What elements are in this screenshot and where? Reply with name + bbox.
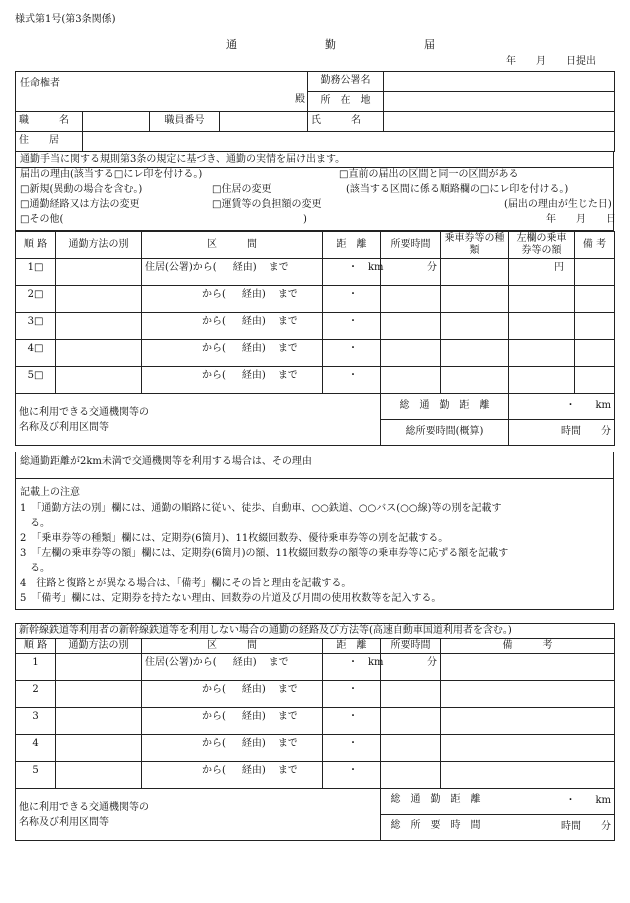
ticket-amount-field[interactable]: 円 xyxy=(509,259,575,286)
col-method: 通勤方法の別 xyxy=(56,639,142,654)
distance-field[interactable] xyxy=(323,762,381,789)
other-transport-label: 他に利用できる交通機関等の名称及び利用区間等 xyxy=(19,801,149,828)
route-no[interactable]: 3 xyxy=(16,708,56,735)
table-row xyxy=(16,708,615,735)
total-distance-label: 総 通 勤 距 離 xyxy=(381,394,509,420)
method-field[interactable] xyxy=(56,654,142,681)
distance-dot: ・ xyxy=(348,684,358,695)
col-route: 順 路 xyxy=(16,232,56,259)
distance-dot: ・ xyxy=(348,657,358,668)
section-field[interactable] xyxy=(142,762,323,789)
table-row xyxy=(16,259,615,286)
distance-field[interactable] xyxy=(323,286,381,313)
route-no[interactable]: 5□ xyxy=(16,367,56,394)
method-field[interactable] xyxy=(56,708,142,735)
section-field[interactable] xyxy=(142,286,323,313)
table-row xyxy=(16,313,615,340)
ticket-type-field[interactable] xyxy=(441,367,509,394)
time-field[interactable] xyxy=(381,313,441,340)
notes-box xyxy=(15,479,614,610)
section-field[interactable] xyxy=(142,735,323,762)
ticket-type-field[interactable] xyxy=(441,259,509,286)
remarks-field[interactable] xyxy=(441,735,615,762)
total-distance-value[interactable]: ・ km xyxy=(509,394,615,420)
note-item: 4 往路と復路とが異なる場合は、「備考」欄にその旨と理由を記載する。 xyxy=(20,578,352,589)
address-label: 住 居 xyxy=(16,132,83,152)
col-ticket-amount: 左欄の乗車券等の額 xyxy=(509,232,575,259)
section-end: まで xyxy=(277,316,298,327)
ticket-amount-field[interactable] xyxy=(509,286,575,313)
section-mid: 経由) xyxy=(241,738,266,749)
section-mid: 経由) xyxy=(241,765,266,776)
route-no[interactable]: 5 xyxy=(16,762,56,789)
dono-label: 殿 xyxy=(295,94,306,105)
section-prefix: から( xyxy=(202,711,226,722)
time-field[interactable] xyxy=(381,286,441,313)
section-prefix: から( xyxy=(202,343,226,354)
appointer-cell xyxy=(16,72,308,112)
remarks-field[interactable] xyxy=(575,367,615,394)
section-end: まで xyxy=(277,684,298,695)
col-remarks: 備 考 xyxy=(441,639,615,654)
table-row xyxy=(16,654,615,681)
route-no[interactable]: 4□ xyxy=(16,340,56,367)
total-distance-row[interactable] xyxy=(390,789,615,815)
method-field[interactable] xyxy=(56,313,142,340)
section-field[interactable] xyxy=(142,681,323,708)
section-end: まで xyxy=(277,370,298,381)
shinkansen-table xyxy=(15,623,615,841)
section-field[interactable] xyxy=(142,340,323,367)
total-time-row[interactable] xyxy=(390,815,615,841)
section-prefix: から( xyxy=(202,684,226,695)
table-row xyxy=(16,367,615,394)
time-field[interactable] xyxy=(381,735,441,762)
total-time-value[interactable]: 時間 分 xyxy=(509,420,615,446)
reason-new[interactable]: □新規(異動の場合を含む。) xyxy=(20,184,143,195)
time-field[interactable] xyxy=(381,762,441,789)
job-label: 職 名 xyxy=(16,112,83,132)
total-distance-value: ・ km xyxy=(565,795,612,807)
workplace-field[interactable] xyxy=(384,72,615,92)
distance-unit: km xyxy=(368,657,384,668)
remarks-field[interactable] xyxy=(441,681,615,708)
route-no[interactable]: 4 xyxy=(16,735,56,762)
note-item: る。 xyxy=(20,518,50,529)
distance-unit: km xyxy=(368,262,384,273)
col-time: 所要時間 xyxy=(381,232,441,259)
remarks-field[interactable] xyxy=(575,340,615,367)
table-row xyxy=(16,340,615,367)
distance-field[interactable] xyxy=(323,735,381,762)
under-2km-box[interactable] xyxy=(15,452,614,479)
reasons-box xyxy=(15,152,614,231)
method-field[interactable] xyxy=(56,340,142,367)
route-no[interactable]: 1 xyxy=(16,654,56,681)
section-end: まで xyxy=(277,738,298,749)
header-table xyxy=(15,71,615,152)
section-field[interactable] xyxy=(142,708,323,735)
distance-dot: ・ xyxy=(348,370,358,381)
section-end: まで xyxy=(277,289,298,300)
route-table xyxy=(15,231,615,446)
reason-other-close: ) xyxy=(303,214,307,225)
total-distance-label: 総 通 勤 距 離 xyxy=(390,794,481,805)
appointer-label: 任命権者 xyxy=(20,78,60,89)
remarks-field[interactable] xyxy=(441,654,615,681)
other-transport-cell[interactable] xyxy=(16,394,381,446)
section-end: まで xyxy=(277,765,298,776)
note-item: 5 「備考」欄には、定期券を持たない理由、回数券の片道及び月間の使用枚数等を記入する。 xyxy=(20,593,442,604)
section-end: まで xyxy=(277,711,298,722)
section-prefix: から( xyxy=(202,738,226,749)
col-section: 区 間 xyxy=(142,232,323,259)
remarks-field[interactable] xyxy=(575,259,615,286)
distance-dot: ・ xyxy=(348,765,358,776)
time-field[interactable] xyxy=(381,681,441,708)
distance-dot: ・ xyxy=(348,316,358,327)
distance-dot: ・ xyxy=(348,738,358,749)
distance-dot: ・ xyxy=(348,289,358,300)
distance-field[interactable] xyxy=(323,681,381,708)
col-distance: 距 離 xyxy=(323,639,381,654)
reason-residence[interactable]: □住居の変更 xyxy=(212,184,272,195)
time-field[interactable] xyxy=(381,367,441,394)
under-2km-label: 総通勤距離が2km未満で交通機関等を利用する場合は、その理由 xyxy=(20,456,312,467)
section-field[interactable] xyxy=(142,367,323,394)
remarks-field[interactable] xyxy=(575,286,615,313)
distance-field[interactable] xyxy=(323,340,381,367)
col-section: 区 間 xyxy=(142,639,323,654)
remarks-field[interactable] xyxy=(441,708,615,735)
total-time-label: 総所要時間(概算) xyxy=(381,420,509,446)
location-field[interactable] xyxy=(384,92,615,112)
section-end: まで xyxy=(277,343,298,354)
col-method: 通勤方法の別 xyxy=(56,232,142,259)
distance-dot: ・ xyxy=(348,343,358,354)
workplace-label: 勤務公署名 xyxy=(308,72,384,92)
job-field[interactable] xyxy=(83,112,150,132)
section-prefix: から( xyxy=(202,316,226,327)
col-remarks: 備 考 xyxy=(575,232,615,259)
table-row xyxy=(16,286,615,313)
submission-date: 年 月 日提出 xyxy=(506,56,596,67)
ticket-amount-field[interactable] xyxy=(509,313,575,340)
note-item: 2 「乗車券等の種類」欄には、定期券(6箇月)、11枚綴回数券、優待乗車券等の別を記載する。 xyxy=(20,533,449,544)
reason-date: 年 月 日 xyxy=(546,214,616,225)
section-field[interactable] xyxy=(142,259,323,286)
route-no[interactable]: 2□ xyxy=(16,286,56,313)
section-prefix: 住居(公署)から( xyxy=(145,657,217,668)
section-field[interactable] xyxy=(142,313,323,340)
section-mid: 経由) xyxy=(241,343,266,354)
shinkansen-title: 新幹線鉄道等利用者の新幹線鉄道等を利用しない場合の通勤の経路及び方法等(高速自動車国道利用者を含む。) xyxy=(16,624,615,639)
method-field[interactable] xyxy=(56,762,142,789)
name-label: 氏 名 xyxy=(308,112,384,132)
reason-fare[interactable]: □運賃等の負担額の変更 xyxy=(212,199,322,210)
col-time: 所要時間 xyxy=(381,639,441,654)
remarks-field[interactable] xyxy=(441,762,615,789)
section-mid: 経由) xyxy=(232,262,257,273)
method-field[interactable] xyxy=(56,367,142,394)
staff-no-field[interactable] xyxy=(220,112,308,132)
col-ticket-type: 乗車券等の種類 xyxy=(441,232,509,259)
col-distance: 距 離 xyxy=(323,232,381,259)
route-no[interactable]: 3□ xyxy=(16,313,56,340)
route-no[interactable]: 1□ xyxy=(16,259,56,286)
note-item: る。 xyxy=(20,563,50,574)
method-field[interactable] xyxy=(56,286,142,313)
route-no[interactable]: 2 xyxy=(16,681,56,708)
table-row xyxy=(16,681,615,708)
section-prefix: 住居(公署)から( xyxy=(145,262,217,273)
same-section-note: (該当する区間に係る順路欄の□にレ印を付ける。) xyxy=(346,184,569,195)
section-mid: 経由) xyxy=(241,370,266,381)
method-field[interactable] xyxy=(56,735,142,762)
other-transport-label: 他に利用できる交通機関等の名称及び利用区間等 xyxy=(19,406,149,433)
time-field[interactable] xyxy=(381,340,441,367)
same-section-check[interactable]: □直前の届出の区間と同一の区間がある xyxy=(339,169,519,180)
section-mid: 経由) xyxy=(241,684,266,695)
note-item: 3 「左欄の乗車券等の額」欄には、定期券(6箇月)の額、11枚綴回数券の額等の乗車券等に応ずる額を記載す xyxy=(20,548,509,559)
address-field[interactable] xyxy=(83,132,615,152)
total-time-label: 総 所 要 時 間 xyxy=(390,820,481,831)
notes-heading: 記載上の注意 xyxy=(20,487,80,498)
method-field[interactable] xyxy=(56,681,142,708)
distance-field[interactable] xyxy=(323,654,384,681)
section-mid: 経由) xyxy=(241,289,266,300)
total-time-value: 時間 分 xyxy=(561,821,612,833)
distance-field[interactable] xyxy=(323,313,381,340)
other-transport-cell[interactable] xyxy=(16,789,381,841)
time-field[interactable] xyxy=(381,708,441,735)
staff-no-label: 職員番号 xyxy=(150,112,220,132)
section-prefix: から( xyxy=(202,289,226,300)
name-field[interactable] xyxy=(384,112,615,132)
distance-field[interactable] xyxy=(323,259,384,286)
ticket-type-field[interactable] xyxy=(441,313,509,340)
section-prefix: から( xyxy=(202,765,226,776)
ticket-type-field[interactable] xyxy=(441,286,509,313)
reason-other[interactable]: □その他( xyxy=(20,214,64,225)
form-title: 通 勤 届 xyxy=(226,38,435,51)
reason-date-label: (届出の理由が生じた日) xyxy=(504,199,612,210)
distance-field[interactable] xyxy=(323,708,381,735)
note-item: 1 「通勤方法の別」欄には、通勤の順路に従い、徒歩、自動車、○○鉄道、○○バス(○○線)等の別を記載す xyxy=(20,503,502,514)
distance-dot: ・ xyxy=(348,711,358,722)
location-label: 所 在 地 xyxy=(308,92,384,112)
section-mid: 経由) xyxy=(232,657,257,668)
section-end: まで xyxy=(268,262,289,273)
method-field[interactable] xyxy=(56,259,142,286)
table-row xyxy=(16,762,615,789)
time-field[interactable]: 分 xyxy=(381,259,441,286)
ticket-type-field[interactable] xyxy=(441,340,509,367)
col-route: 順 路 xyxy=(16,639,56,654)
section-mid: 経由) xyxy=(241,711,266,722)
remarks-field[interactable] xyxy=(575,313,615,340)
reason-heading: 届出の理由(該当する□にレ印を付ける。) xyxy=(20,169,203,180)
ticket-amount-field[interactable] xyxy=(509,340,575,367)
declaration-text: 通勤手当に関する規則第3条の規定に基づき、通勤の実情を届け出ます。 xyxy=(20,154,346,165)
time-field[interactable]: 分 xyxy=(381,654,441,681)
reason-route[interactable]: □通勤経路又は方法の変更 xyxy=(20,199,140,210)
section-field[interactable] xyxy=(142,654,323,681)
ticket-amount-field[interactable] xyxy=(509,367,575,394)
table-row xyxy=(16,735,615,762)
distance-dot: ・ xyxy=(348,262,358,273)
form-number: 様式第1号(第3条関係) xyxy=(15,14,116,25)
section-prefix: から( xyxy=(202,370,226,381)
distance-field[interactable] xyxy=(323,367,381,394)
section-mid: 経由) xyxy=(241,316,266,327)
section-end: まで xyxy=(268,657,289,668)
